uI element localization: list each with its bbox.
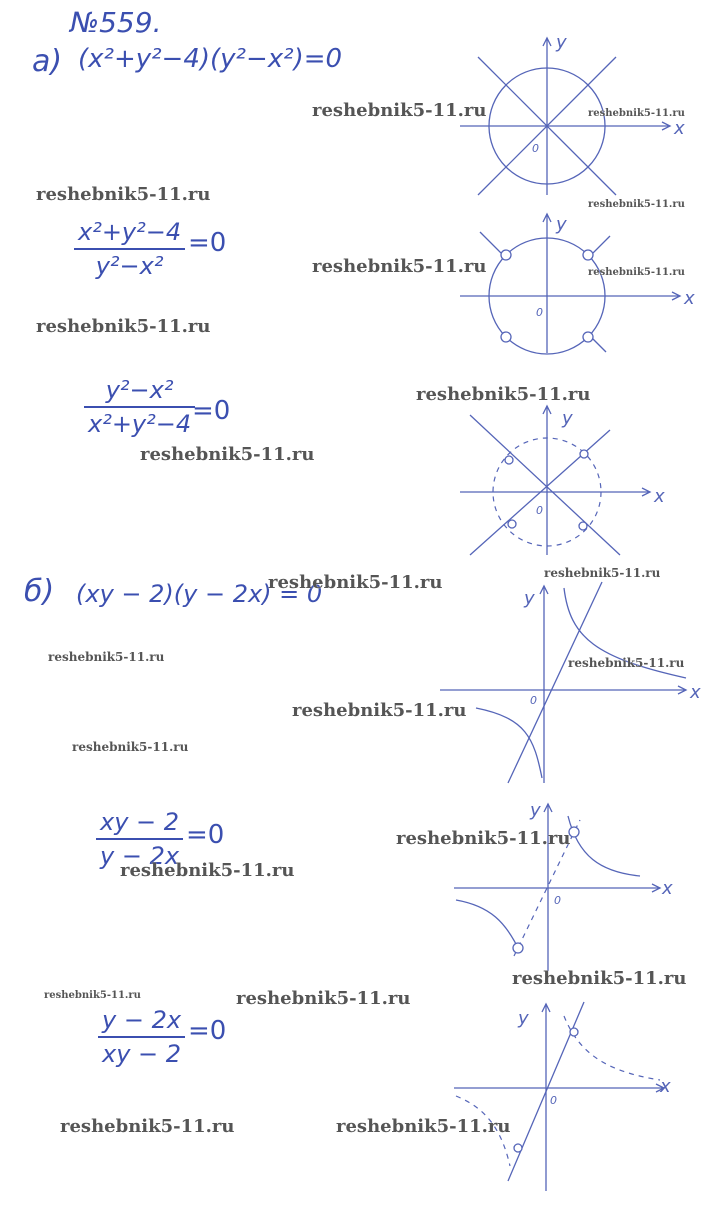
fraction-bar bbox=[98, 1036, 185, 1038]
fraction-bar bbox=[96, 838, 183, 840]
watermark: reshebnik5-11.ru bbox=[36, 184, 211, 205]
watermark: reshebnik5-11.ru bbox=[312, 256, 487, 277]
graph-a-3 bbox=[450, 400, 680, 560]
watermark: reshebnik5-11.ru bbox=[60, 1116, 235, 1137]
y-axis-label: y bbox=[556, 214, 567, 235]
watermark: reshebnik5-11.ru bbox=[44, 990, 141, 1001]
origin-label: 0 bbox=[550, 1094, 557, 1107]
excluded-point bbox=[579, 522, 587, 530]
fraction-bar bbox=[84, 406, 195, 408]
excluded-point bbox=[501, 332, 511, 342]
excluded-point bbox=[583, 250, 593, 260]
y-axis-label: y bbox=[518, 1008, 529, 1029]
x-axis-label: x bbox=[654, 486, 665, 507]
watermark: reshebnik5-11.ru bbox=[268, 572, 443, 593]
watermark: reshebnik5-11.ru bbox=[416, 384, 591, 405]
fraction-denominator: x²+y²−4 bbox=[88, 410, 192, 438]
excluded-point bbox=[505, 456, 513, 464]
origin-label: 0 bbox=[532, 142, 539, 155]
part-a-fraction-1 bbox=[74, 218, 185, 280]
x-axis-label: x bbox=[660, 1076, 671, 1097]
part-a-label: а) bbox=[32, 44, 63, 79]
excluded-point bbox=[580, 450, 588, 458]
part-b-fraction-2-rhs: =0 bbox=[188, 1016, 227, 1046]
part-a-fraction-2-rhs: =0 bbox=[192, 396, 231, 426]
excluded-point bbox=[508, 520, 516, 528]
watermark: reshebnik5-11.ru bbox=[568, 656, 685, 670]
watermark: reshebnik5-11.ru bbox=[588, 267, 685, 278]
watermark: reshebnik5-11.ru bbox=[140, 444, 315, 465]
y-axis-label: y bbox=[530, 800, 541, 821]
origin-label: 0 bbox=[530, 694, 537, 707]
part-a-fraction-2 bbox=[84, 376, 195, 438]
watermark: reshebnik5-11.ru bbox=[36, 316, 211, 337]
part-a-fraction-1-rhs: =0 bbox=[188, 228, 227, 258]
part-b-fraction-1-rhs: =0 bbox=[186, 820, 225, 850]
part-b-fraction-2 bbox=[98, 1006, 185, 1068]
excluded-point bbox=[513, 943, 523, 953]
part-a-equation: (x²+y²−4)(y²−x²)=0 bbox=[78, 44, 343, 74]
excluded-point bbox=[501, 250, 511, 260]
fraction-numerator: y²−x² bbox=[105, 376, 174, 404]
y-axis-label: y bbox=[556, 32, 567, 53]
graph-b-3 bbox=[450, 996, 690, 1196]
watermark: reshebnik5-11.ru bbox=[312, 100, 487, 121]
graph-a-2 bbox=[440, 208, 700, 358]
y-axis-label: y bbox=[562, 408, 573, 429]
part-b-label: б) bbox=[24, 574, 55, 609]
watermark: reshebnik5-11.ru bbox=[588, 108, 685, 119]
fraction-numerator: y − 2x bbox=[102, 1006, 182, 1034]
watermark: reshebnik5-11.ru bbox=[512, 968, 687, 989]
x-axis-label: x bbox=[684, 288, 695, 309]
fraction-numerator: xy − 2 bbox=[100, 808, 180, 836]
y-axis-label: y bbox=[524, 588, 535, 609]
x-axis-label: x bbox=[674, 118, 685, 139]
excluded-point bbox=[514, 1144, 522, 1152]
watermark: reshebnik5-11.ru bbox=[236, 988, 411, 1009]
excluded-point bbox=[569, 827, 579, 837]
x-axis-label: x bbox=[662, 878, 673, 899]
fraction-bar bbox=[74, 248, 185, 250]
fraction-denominator: y − 2x bbox=[100, 842, 180, 870]
graph-b-1 bbox=[436, 578, 706, 788]
origin-label: 0 bbox=[536, 306, 543, 319]
part-b-equation: (xy − 2)(y − 2x) = 0 bbox=[76, 580, 323, 608]
fraction-numerator: x²+y²−4 bbox=[78, 218, 182, 246]
watermark: reshebnik5-11.ru bbox=[48, 650, 165, 664]
origin-label: 0 bbox=[536, 504, 543, 517]
excluded-point bbox=[570, 1028, 578, 1036]
fraction-denominator: y²−x² bbox=[95, 252, 164, 280]
fraction-denominator: xy − 2 bbox=[102, 1040, 182, 1068]
watermark: reshebnik5-11.ru bbox=[336, 1116, 511, 1137]
watermark: reshebnik5-11.ru bbox=[396, 828, 571, 849]
watermark: reshebnik5-11.ru bbox=[292, 700, 467, 721]
watermark: reshebnik5-11.ru bbox=[588, 199, 685, 210]
graph-b-2 bbox=[450, 796, 690, 976]
watermark: reshebnik5-11.ru bbox=[72, 740, 189, 754]
x-axis-label: x bbox=[690, 682, 701, 703]
problem-number: №559. bbox=[70, 6, 162, 39]
excluded-point bbox=[583, 332, 593, 342]
origin-label: 0 bbox=[554, 894, 561, 907]
watermark: reshebnik5-11.ru bbox=[544, 566, 661, 580]
watermark: reshebnik5-11.ru bbox=[120, 860, 295, 881]
